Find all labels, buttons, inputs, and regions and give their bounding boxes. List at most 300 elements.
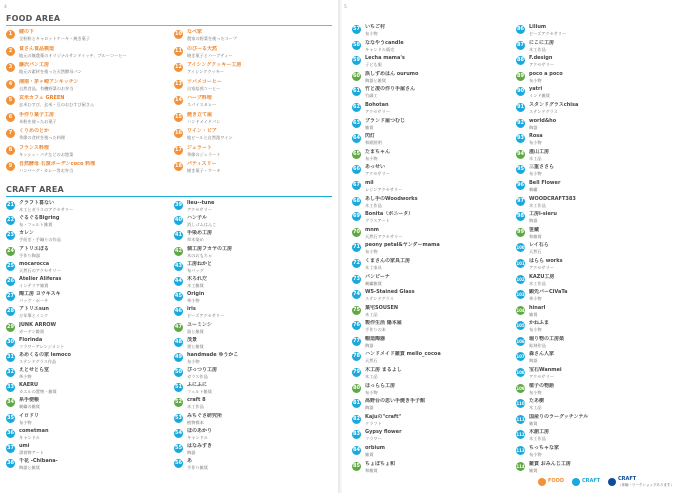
entry-name: あし手のWoodworks bbox=[365, 195, 418, 202]
entry-number-badge: 21 bbox=[7, 202, 14, 208]
entry-description: 全粒粉とキャロットケーキ・焼き菓子 bbox=[19, 36, 91, 41]
entry-description: キッシュ・パテなどのお惣菜 bbox=[19, 151, 74, 157]
entry-number-badge: 68 bbox=[353, 197, 360, 204]
workshop-dot-icon bbox=[608, 478, 616, 486]
entry-description: 焼き菓子とハーブティー bbox=[187, 52, 233, 58]
entry-name: 木創工房 bbox=[529, 429, 550, 436]
entry-description: アイシングクッキー bbox=[187, 69, 225, 74]
list-item bbox=[174, 161, 324, 178]
list-item bbox=[352, 305, 502, 321]
entry-number-badge: 83 bbox=[353, 431, 360, 438]
entry-description: 布バッグ bbox=[187, 267, 204, 273]
entry-number-badge: 53 bbox=[175, 414, 182, 421]
list-item bbox=[352, 102, 502, 118]
list-item bbox=[6, 230, 156, 245]
entry-number-badge: 32 bbox=[7, 369, 14, 376]
entry-description: 消しゴムはんこ bbox=[187, 222, 217, 228]
list-item bbox=[516, 461, 666, 477]
list-item bbox=[6, 62, 156, 79]
entry-name: 植子の物語 bbox=[529, 382, 555, 389]
list-item bbox=[6, 200, 156, 215]
entry-description: 和雑貨 bbox=[365, 467, 378, 473]
entry-number-badge: 112 bbox=[516, 432, 525, 438]
entry-number-badge: 48 bbox=[175, 338, 182, 345]
food-area-title: FOOD AREA bbox=[6, 14, 61, 23]
entry-name: イロドリ bbox=[19, 412, 40, 419]
entry-name: たまちゃん bbox=[365, 148, 391, 155]
entry-name: アトリエぼる bbox=[19, 245, 49, 252]
entry-name: 焼き立て屋 bbox=[187, 111, 213, 118]
entry-number-badge: 5 bbox=[6, 96, 15, 105]
entry-name: 自然酵母 石窯ボーデンcoco 料理 bbox=[19, 161, 96, 167]
entry-description: 和雑貨 bbox=[529, 233, 542, 239]
list-item bbox=[174, 46, 324, 63]
entry-description: 革小物 bbox=[187, 298, 200, 304]
entry-number-badge: 54 bbox=[175, 429, 182, 436]
list-item bbox=[352, 180, 502, 196]
entry-description: 革小物 bbox=[19, 374, 32, 380]
entry-number-badge: 38 bbox=[7, 460, 14, 467]
list-item bbox=[352, 367, 502, 383]
entry-description: 布・フェルト雑貨 bbox=[19, 222, 53, 228]
list-item bbox=[516, 164, 666, 180]
entry-number-badge: 47 bbox=[175, 323, 182, 330]
entry-description: カエルの置物・雑貨 bbox=[19, 389, 57, 395]
entry-description: ステンドグラス bbox=[365, 296, 394, 302]
entry-name: 竹と凌の作り手屋さん bbox=[365, 86, 416, 93]
list-item bbox=[174, 200, 324, 215]
entry-number-badge: 10 bbox=[175, 31, 182, 37]
list-item bbox=[516, 118, 666, 134]
entry-number-badge: 61 bbox=[353, 88, 360, 95]
list-item bbox=[174, 367, 324, 382]
entry-name: ツバメコーヒー bbox=[187, 78, 222, 85]
list-item bbox=[6, 128, 156, 145]
entry-description: フェルト雑貨 bbox=[187, 389, 212, 395]
entry-name: 製作生活 陽本屋 bbox=[365, 320, 402, 327]
list-item bbox=[174, 428, 324, 443]
entry-number-badge: 11 bbox=[175, 47, 182, 54]
entry-description: 布小物 bbox=[529, 389, 542, 395]
entry-description: 彫刻作品 bbox=[529, 342, 546, 348]
entry-name: peony petal&ヤンダーmama bbox=[365, 242, 440, 249]
entry-name: くまさんの家具工房 bbox=[365, 257, 411, 264]
entry-description: 陶器 bbox=[365, 405, 374, 411]
craft-area-rule bbox=[6, 196, 332, 197]
food-dot-icon bbox=[538, 478, 546, 486]
entry-number-badge: 55 bbox=[175, 445, 182, 451]
entry-name: Lecha mama's bbox=[365, 55, 405, 62]
entry-number-badge: 104 bbox=[516, 307, 525, 313]
entry-name: たあ樹 bbox=[529, 398, 545, 405]
entry-name: 浜しずめはん ourumo bbox=[365, 70, 419, 77]
entry-description: レジンアクセサリー bbox=[365, 186, 403, 192]
entry-description: 天然石アクセサリー bbox=[365, 233, 403, 239]
entry-name: はらら works bbox=[529, 257, 563, 264]
entry-description: アクセサリー bbox=[529, 264, 554, 270]
entry-description: ハンドメイドパン bbox=[187, 118, 221, 124]
entry-name: 藤沢パン工房 bbox=[19, 62, 50, 68]
entry-description: ハンバーグ・カレー等お弁当 bbox=[19, 168, 74, 173]
list-item bbox=[516, 196, 666, 212]
entry-description: 木工作品 bbox=[529, 280, 546, 286]
entry-name: のびーる天然 bbox=[187, 45, 218, 52]
food-area-rule bbox=[6, 25, 332, 26]
entry-description: バッグ・ポーチ bbox=[19, 298, 49, 304]
entry-description: 地ビールと自然派ワイン bbox=[187, 135, 233, 140]
entry-name: Origin bbox=[187, 291, 205, 298]
entry-number-badge: 91 bbox=[517, 103, 524, 110]
entry-number-badge: 4 bbox=[6, 80, 15, 89]
list-item bbox=[6, 46, 156, 63]
entry-number-badge: 59 bbox=[353, 57, 360, 64]
entry-number-badge: 69 bbox=[353, 213, 360, 220]
entry-name: Lilium bbox=[529, 24, 547, 30]
entry-number-badge: 40 bbox=[175, 217, 182, 224]
entry-name: 帽造陶器 bbox=[365, 335, 386, 342]
list-item bbox=[516, 367, 666, 383]
list-item bbox=[352, 40, 502, 56]
entry-description: 手作りの本 bbox=[365, 327, 386, 333]
entry-number-badge: 44 bbox=[175, 277, 182, 284]
list-item bbox=[516, 24, 666, 40]
entry-name: 湘南・茅ヶ崎アンキッチン bbox=[19, 78, 79, 85]
entry-number-badge: 56 bbox=[175, 460, 182, 467]
list-item bbox=[174, 145, 324, 162]
entry-number-badge: 2 bbox=[6, 47, 15, 56]
entry-number-badge: 26 bbox=[7, 277, 14, 284]
entry-name: いちご村 bbox=[365, 24, 386, 30]
entry-number-badge: 85 bbox=[353, 462, 360, 469]
list-item bbox=[174, 29, 324, 46]
entry-description: 布小物 bbox=[529, 77, 542, 83]
entry-name: Bell Flower bbox=[529, 179, 561, 186]
page-number-left: 4 bbox=[4, 5, 7, 10]
entry-description: 刺繍の雑貨 bbox=[19, 404, 40, 410]
entry-number-badge: 66 bbox=[353, 166, 360, 173]
list-item bbox=[6, 306, 156, 321]
entry-number-badge: 89 bbox=[517, 72, 524, 79]
entry-number-badge: 14 bbox=[175, 97, 182, 103]
list-item bbox=[516, 102, 666, 118]
entry-number-badge: 46 bbox=[175, 308, 182, 315]
page-number-right: 5 bbox=[344, 5, 347, 10]
entry-number-badge: 43 bbox=[175, 262, 182, 269]
entry-number-badge: 67 bbox=[353, 181, 360, 188]
list-item bbox=[6, 95, 156, 112]
entry-name: 工房ねかと bbox=[187, 260, 213, 267]
entry-description: 木工作品 bbox=[529, 436, 546, 442]
entry-number-badge: 101 bbox=[516, 260, 525, 266]
entry-name: Atelier Aliferas bbox=[19, 275, 62, 282]
entry-number-badge: 98 bbox=[517, 213, 524, 220]
entry-number-badge: 18 bbox=[175, 163, 182, 169]
entry-description: アクセサリー bbox=[187, 207, 212, 212]
entry-number-badge: 75 bbox=[353, 306, 360, 313]
list-item bbox=[174, 79, 324, 96]
entry-name: ちっちゃな家 bbox=[529, 445, 560, 452]
entry-description: 手作り雑貨 bbox=[187, 465, 208, 471]
entry-description: 米粉を使ったお菓子 bbox=[19, 118, 57, 124]
entry-name: 木工房 まるよし bbox=[365, 367, 402, 374]
entry-number-badge: 70 bbox=[353, 228, 360, 235]
entry-name: iris bbox=[187, 306, 196, 313]
entry-name: yatri bbox=[529, 86, 543, 93]
entry-description: 玄米むすび、玄米・豆のおむすび屋さん bbox=[19, 102, 95, 107]
entry-name: ハーブ料理 bbox=[187, 95, 212, 101]
list-item bbox=[174, 397, 324, 412]
entry-name: 玄米カフェ GREEN bbox=[19, 95, 65, 101]
entry-number-badge: 105 bbox=[516, 323, 525, 329]
entry-name: mil bbox=[365, 179, 374, 186]
entry-description: 布小物 bbox=[365, 249, 378, 255]
entry-number-badge: 22 bbox=[7, 217, 14, 224]
entry-description: 器と雑貨 bbox=[187, 328, 204, 334]
entry-number-badge: 110 bbox=[516, 401, 525, 407]
entry-description: 天然石のアクセサリー bbox=[19, 267, 61, 273]
entry-description: キャンドル bbox=[187, 434, 208, 440]
entry-name: 陶工房 ヨウキスキ bbox=[19, 291, 61, 298]
entry-name: cometman bbox=[19, 427, 49, 434]
entry-description: インド雑貨 bbox=[529, 93, 550, 99]
list-item bbox=[352, 196, 502, 212]
list-item bbox=[6, 246, 156, 261]
entry-number-badge: 87 bbox=[517, 41, 524, 48]
legend-workshop-note: （体験・ワークショップあります） bbox=[618, 483, 674, 487]
entry-number-badge: 9 bbox=[6, 162, 15, 171]
list-item bbox=[516, 242, 666, 258]
list-item bbox=[174, 95, 324, 112]
entry-number-badge: 41 bbox=[175, 232, 182, 239]
entry-number-badge: 109 bbox=[516, 385, 525, 391]
entry-name: ぴっつり工房 bbox=[187, 367, 218, 374]
entry-number-badge: 108 bbox=[516, 370, 525, 376]
entry-description: ビーズアクセサリー bbox=[187, 313, 225, 319]
entry-description: フラワーアレンジメント bbox=[19, 343, 65, 349]
entry-number-badge: 92 bbox=[517, 119, 524, 126]
list-item bbox=[352, 242, 502, 258]
list-item bbox=[516, 180, 666, 196]
entry-name: lieu--tune bbox=[187, 200, 215, 206]
list-item bbox=[6, 322, 156, 337]
entry-name: handmade ゆうかこ bbox=[187, 351, 239, 358]
entry-number-badge: 52 bbox=[175, 399, 182, 406]
entry-number-badge: 80 bbox=[353, 384, 360, 391]
entry-number-badge: 29 bbox=[7, 323, 14, 330]
entry-name: くりめのとか bbox=[19, 128, 50, 134]
list-item bbox=[174, 62, 324, 79]
entry-name: パティスリー bbox=[187, 161, 217, 167]
entry-number-badge: 42 bbox=[175, 247, 182, 254]
entry-number-badge: 23 bbox=[7, 232, 14, 239]
entry-number-badge: 93 bbox=[517, 135, 524, 142]
entry-name: クラフト喜ない bbox=[19, 200, 55, 206]
entry-name: にこに工房 bbox=[529, 39, 555, 46]
entry-description: 万年筆とインク bbox=[19, 313, 49, 319]
entry-description: 農家の野菜を使ったスープ bbox=[187, 36, 237, 41]
craft-area-title: CRAFT AREA bbox=[6, 185, 64, 194]
entry-number-badge: 82 bbox=[353, 415, 360, 422]
list-item bbox=[516, 383, 666, 399]
entry-description: 雑貨 bbox=[529, 420, 538, 426]
entry-description: 布小物 bbox=[529, 452, 542, 458]
entry-number-badge: 64 bbox=[353, 135, 360, 142]
entry-description: 木工作品 bbox=[529, 202, 546, 208]
entry-description: 陶器と雑貨 bbox=[365, 77, 386, 83]
entry-number-badge: 57 bbox=[353, 26, 360, 32]
entry-description: 陶器 bbox=[529, 218, 538, 224]
list-item bbox=[6, 367, 156, 382]
legend-craft-label: CRAFT bbox=[582, 478, 601, 484]
entry-name: みちぐさ研究所 bbox=[187, 412, 223, 419]
entry-name: Gypsy flower bbox=[365, 429, 402, 436]
entry-name: 手染め工房 bbox=[187, 230, 213, 237]
entry-number-badge: 3 bbox=[6, 63, 15, 72]
entry-name: 森さん人家 bbox=[529, 351, 555, 358]
entry-description: 木工作品 bbox=[365, 202, 382, 208]
list-item bbox=[6, 382, 156, 397]
entry-number-badge: 8 bbox=[6, 146, 15, 155]
list-item bbox=[516, 336, 666, 352]
list-item bbox=[516, 133, 666, 149]
entry-number-badge: 16 bbox=[175, 130, 182, 136]
entry-description: 手作り陶器 bbox=[19, 252, 40, 258]
entry-name: 笹蔵 bbox=[529, 226, 540, 233]
list-item bbox=[352, 383, 502, 399]
entry-description: 布小物 bbox=[529, 327, 542, 333]
list-item bbox=[174, 458, 324, 473]
entry-description: 季節のジェラート bbox=[187, 151, 221, 157]
entry-number-badge: 1 bbox=[6, 30, 15, 39]
list-item bbox=[174, 230, 324, 245]
entry-number-badge: 65 bbox=[353, 150, 360, 157]
entry-description: 子ども服 bbox=[365, 62, 382, 68]
entry-number-badge: 86 bbox=[517, 26, 524, 32]
list-item bbox=[352, 320, 502, 336]
entry-name: あ bbox=[187, 458, 193, 465]
entry-description: キャンドル販売 bbox=[365, 46, 395, 52]
entry-name: JUNK ARROW bbox=[19, 321, 57, 328]
entry-name: Bonita（ボニータ） bbox=[365, 211, 414, 218]
entry-name: 堀り物の工房楽 bbox=[529, 335, 565, 342]
entry-name: あっせい bbox=[365, 164, 385, 171]
entry-number-badge: 63 bbox=[353, 119, 360, 126]
entry-name: 糸手便帳 bbox=[19, 397, 40, 404]
list-item bbox=[352, 55, 502, 71]
entry-description: 布小物 bbox=[19, 419, 32, 425]
entry-name: umi bbox=[19, 443, 30, 449]
entry-name: 国産りのラーグッチンテル bbox=[529, 413, 589, 420]
entry-name: はなみずき bbox=[187, 443, 213, 449]
entry-description: 陶器 bbox=[529, 124, 538, 130]
entry-number-badge: 62 bbox=[353, 103, 360, 110]
list-item bbox=[6, 145, 156, 162]
list-item bbox=[6, 337, 156, 352]
list-item bbox=[352, 258, 502, 274]
entry-number-badge: 81 bbox=[353, 400, 360, 407]
entry-name: ほっらら工房 bbox=[365, 382, 396, 389]
list-item bbox=[352, 227, 502, 243]
entry-name: 木ろれだ bbox=[187, 275, 208, 282]
entry-name: world&ho bbox=[529, 117, 557, 124]
entry-description: 木工品 bbox=[529, 405, 542, 411]
entry-description: グラスアート bbox=[365, 218, 390, 224]
entry-number-badge: 50 bbox=[175, 369, 182, 376]
entry-name: poco a poco bbox=[529, 70, 563, 77]
entry-number-badge: 77 bbox=[353, 337, 360, 344]
list-item bbox=[516, 40, 666, 56]
list-item bbox=[174, 306, 324, 321]
list-item bbox=[174, 246, 324, 261]
list-item bbox=[516, 289, 666, 305]
list-item bbox=[174, 337, 324, 352]
entry-description: 雑貨 bbox=[529, 311, 538, 317]
entry-number-badge: 88 bbox=[517, 57, 524, 64]
entry-number-badge: 31 bbox=[7, 353, 14, 360]
entry-number-badge: 103 bbox=[516, 292, 525, 298]
entry-name: F.design bbox=[529, 55, 553, 62]
entry-name: craft 8 bbox=[187, 397, 206, 404]
entry-number-badge: 12 bbox=[175, 64, 182, 70]
entry-description: 布小物 bbox=[529, 171, 542, 177]
list-item bbox=[174, 382, 324, 397]
food-list-column-2 bbox=[174, 29, 324, 178]
entry-description: 書と雑貨 bbox=[187, 343, 204, 349]
entry-name: えとせとら堂 bbox=[19, 367, 50, 374]
entry-name: 茂景 bbox=[187, 336, 198, 343]
entry-name: hinarl bbox=[529, 304, 546, 311]
entry-description: 木工品 bbox=[365, 311, 378, 317]
list-item bbox=[516, 398, 666, 414]
entry-description: 自家焙煎コーヒー bbox=[187, 85, 221, 91]
entry-description: 陶器 bbox=[365, 342, 374, 348]
list-item bbox=[6, 291, 156, 306]
list-item bbox=[352, 71, 502, 87]
entry-name: かねふま bbox=[529, 320, 550, 327]
list-item bbox=[516, 211, 666, 227]
list-item bbox=[174, 261, 324, 276]
entry-name: ハンドメイド雑貨 mello_cocoa bbox=[365, 351, 441, 358]
entry-name: 工房i-sieru bbox=[529, 211, 557, 218]
entry-number-badge: 15 bbox=[175, 113, 182, 120]
entry-number-badge: 25 bbox=[7, 262, 14, 269]
entry-name: ジェラート bbox=[187, 144, 212, 151]
entry-name: アイシングクッキー工房 bbox=[187, 62, 242, 68]
entry-number-badge: 100 bbox=[516, 245, 525, 251]
entry-number-badge: 79 bbox=[353, 369, 360, 376]
list-item bbox=[6, 428, 156, 443]
entry-name: KAZU工房 bbox=[529, 273, 555, 280]
entry-description: 木のおもちゃ bbox=[187, 252, 213, 258]
list-item bbox=[516, 274, 666, 290]
entry-number-badge: 107 bbox=[516, 354, 525, 360]
legend-food-label: FOOD bbox=[548, 478, 565, 484]
list-item bbox=[6, 413, 156, 428]
entry-description: 布小物 bbox=[365, 31, 378, 36]
list-item bbox=[174, 413, 324, 428]
entry-name: 雑貨 おみんじ工房 bbox=[529, 460, 571, 467]
list-item bbox=[352, 351, 502, 367]
entry-name: ななやうcandle bbox=[365, 39, 404, 46]
entry-name: カレン bbox=[19, 230, 34, 237]
entry-number-badge: 71 bbox=[353, 244, 360, 251]
entry-description: 布小物 bbox=[529, 140, 542, 146]
list-item bbox=[516, 429, 666, 445]
entry-description: 布小物 bbox=[187, 358, 200, 364]
entry-name: Kajuの"craft" bbox=[365, 413, 402, 420]
entry-name: ぐるぐるBigring bbox=[19, 215, 60, 222]
entry-name: アトリエsun bbox=[19, 306, 49, 313]
